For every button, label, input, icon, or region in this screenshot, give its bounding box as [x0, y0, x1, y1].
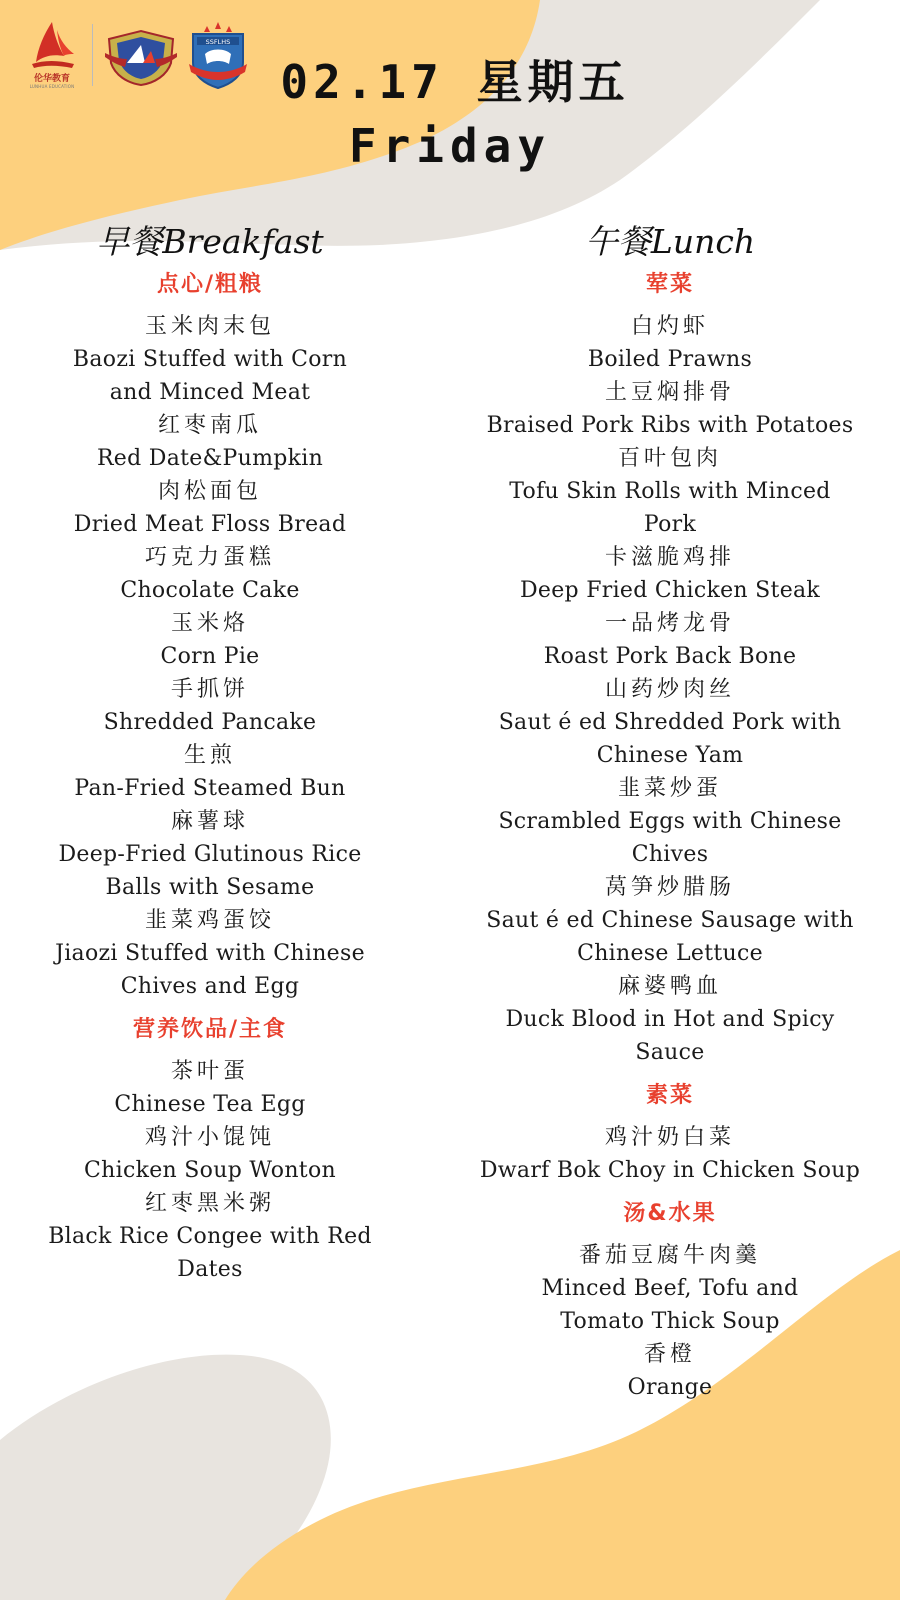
dish-name-cn: 肉松面包 [157, 479, 262, 504]
dish-name-cn: 韭菜鸡蛋饺 [144, 908, 275, 933]
dish-name-cn: 生煎 [183, 743, 236, 768]
dish-name-en: Balls with Sesame [105, 875, 315, 900]
dish-name-en: Jiaozi Stuffed with Chinese [55, 941, 365, 966]
dish-name-en: Baozi Stuffed with Corn [72, 347, 348, 372]
dish-name-en: Dwarf Bok Choy in Chicken Soup [479, 1158, 861, 1183]
breakfast-sections [32, 270, 388, 1286]
section-gap [468, 1069, 872, 1077]
dish-name-en: Duck Blood in Hot and Spicy [505, 1007, 835, 1032]
section-title: 汤&水果 [623, 1201, 717, 1226]
dish-name-en: Chives [631, 842, 709, 867]
dish-name-cn: 白灼虾 [630, 314, 709, 339]
dish-name-en: Tomato Thick Soup [560, 1309, 780, 1334]
lunhua-logo-label: 伦华教育 [33, 74, 70, 84]
dish-name-en: Chinese Tea Egg [114, 1092, 306, 1117]
dish-name-cn: 土豆焖排骨 [604, 380, 735, 405]
section-title: 素菜 [645, 1083, 694, 1108]
dish-name-cn: 麻婆鸭血 [617, 974, 722, 999]
breakfast-title: 早餐Breakfast [96, 222, 324, 261]
dish-name-en: Boiled Prawns [587, 347, 753, 372]
dish-name-en: Scrambled Eggs with Chinese [498, 809, 842, 834]
dish-name-cn: 香橙 [643, 1342, 696, 1367]
dish-name-cn: 山药炒肉丝 [604, 677, 735, 702]
dish-name-en: Shredded Pancake [103, 710, 317, 735]
lunch-sections [468, 270, 872, 1404]
dish-name-en: Saut é ed Chinese Sausage with [486, 908, 854, 933]
dish-name-cn: 玉米肉末包 [144, 314, 275, 339]
date-title: 02.17 星期五 [280, 55, 630, 109]
dish-name-en: Chinese Yam [596, 743, 744, 768]
menu-header [0, 52, 900, 176]
dish-name-cn: 百叶包肉 [617, 446, 722, 471]
dish-name-cn: 鸡汁小馄饨 [144, 1125, 275, 1150]
dish-name-en: Chicken Soup Wonton [84, 1158, 336, 1183]
dish-name-cn: 玉米烙 [170, 611, 249, 636]
badge-text: SSFLHS [205, 38, 231, 46]
dish-name-en: Chinese Lettuce [577, 941, 763, 966]
section-title: 营养饮品/主食 [132, 1017, 288, 1042]
dish-name-cn: 麻薯球 [170, 809, 249, 834]
section-gap [468, 1187, 872, 1195]
dish-name-cn: 一品烤龙骨 [604, 611, 735, 636]
breakfast-column [32, 220, 388, 1286]
dish-name-cn: 卡滋脆鸡排 [604, 545, 735, 570]
dish-name-en: Pan-Fried Steamed Bun [74, 776, 346, 801]
dish-name-en: Pork [643, 512, 697, 537]
dish-name-en: Deep-Fried Glutinous Rice [58, 842, 362, 867]
dish-name-cn: 鸡汁奶白菜 [604, 1125, 735, 1150]
dish-name-en: Minced Beef, Tofu and [541, 1276, 799, 1301]
dish-name-en: Corn Pie [160, 644, 260, 669]
section-title: 点心/粗粮 [156, 272, 264, 297]
dish-name-en: Black Rice Congee with Red [48, 1224, 372, 1249]
dish-name-cn: 红枣南瓜 [157, 413, 262, 438]
dish-name-en: Deep Fried Chicken Steak [519, 578, 821, 603]
section-title: 荤菜 [645, 272, 694, 297]
lunch-title: 午餐Lunch [584, 222, 756, 261]
dish-name-cn: 巧克力蛋糕 [144, 545, 275, 570]
dish-name-en: Dates [177, 1257, 243, 1282]
dish-name-cn: 韭菜炒蛋 [617, 776, 722, 801]
dish-name-cn: 番茄豆腐牛肉羹 [578, 1243, 761, 1268]
day-title: Friday [348, 119, 552, 173]
dish-name-cn: 手抓饼 [170, 677, 249, 702]
lunhua-logo-sublabel: LUNHUA EDUCATION [29, 84, 75, 89]
dish-name-en: Chocolate Cake [120, 578, 300, 603]
dish-name-en: Chives and Egg [120, 974, 300, 999]
dish-name-en: Saut é ed Shredded Pork with [498, 710, 842, 735]
dish-name-en: Sauce [635, 1040, 705, 1065]
dish-name-cn: 红枣黑米粥 [144, 1191, 275, 1216]
dish-name-en: Roast Pork Back Bone [543, 644, 797, 669]
dish-name-cn: 莴笋炒腊肠 [604, 875, 735, 900]
dish-name-en: Braised Pork Ribs with Potatoes [486, 413, 854, 438]
dish-name-cn: 茶叶蛋 [170, 1059, 249, 1084]
dish-name-en: Orange [627, 1375, 713, 1400]
dish-name-en: and Minced Meat [109, 380, 311, 405]
dish-name-en: Tofu Skin Rolls with Minced [509, 479, 831, 504]
dish-name-en: Dried Meat Floss Bread [73, 512, 347, 537]
section-gap [32, 1003, 388, 1011]
lunch-column [468, 220, 872, 1404]
dish-name-en: Red Date&Pumpkin [96, 446, 324, 471]
